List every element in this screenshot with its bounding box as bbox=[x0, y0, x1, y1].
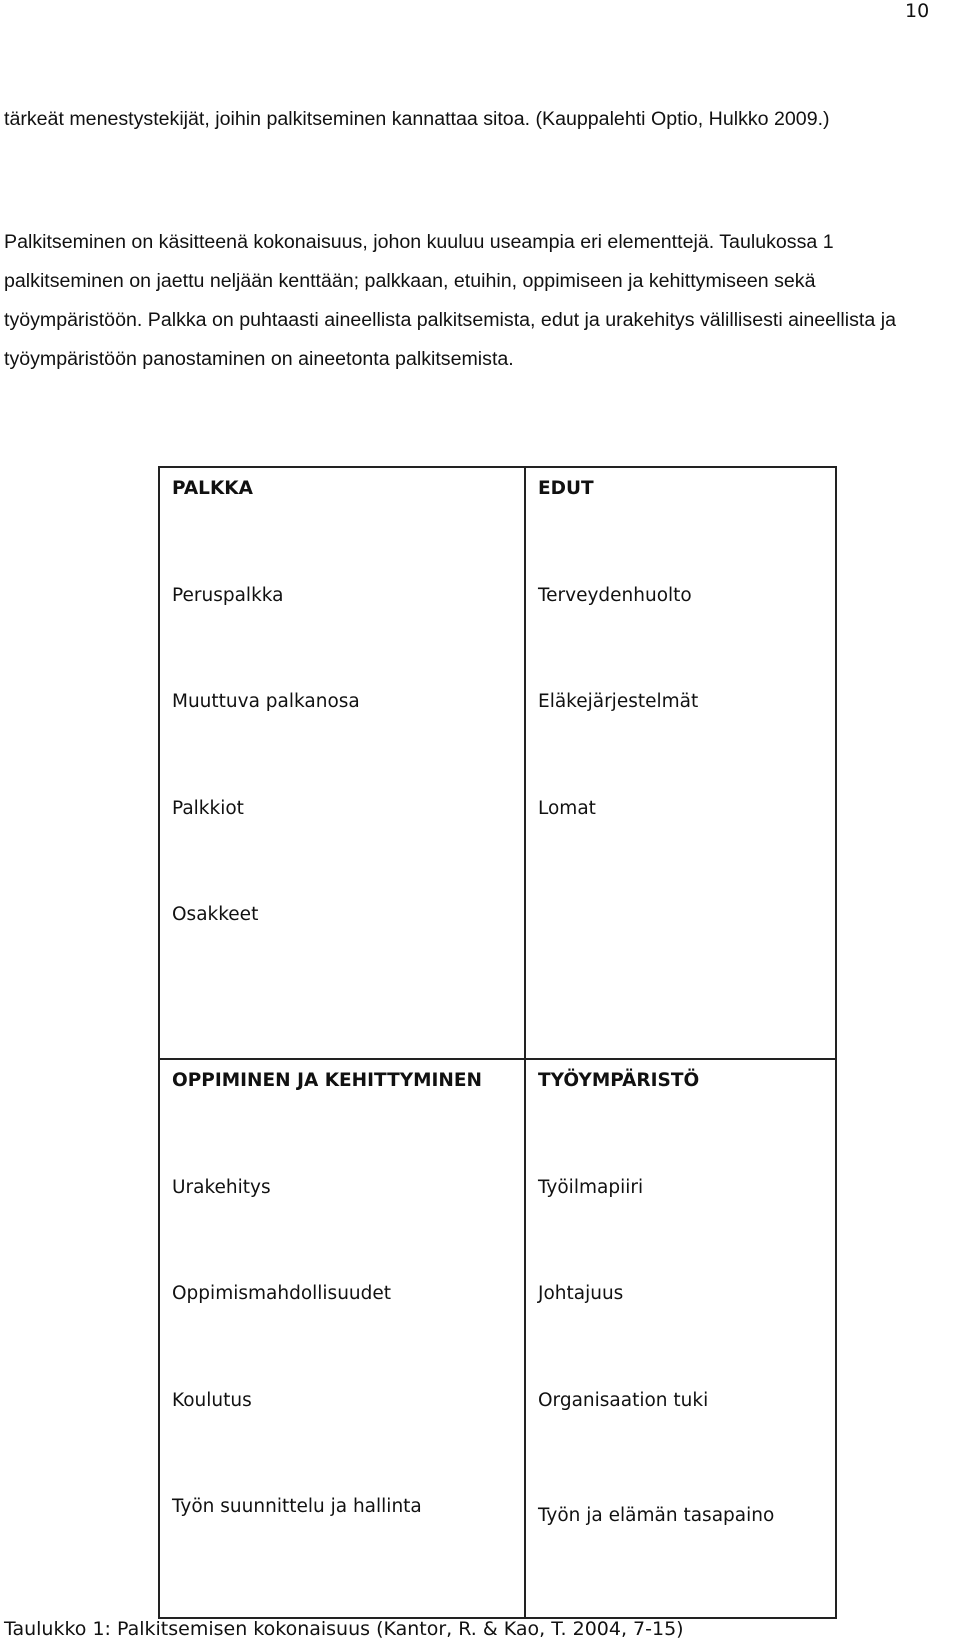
list-item: Muuttuva palkanosa bbox=[172, 691, 360, 712]
list-item: Työn suunnittelu ja hallinta bbox=[172, 1496, 422, 1517]
cell-oppiminen bbox=[159, 1059, 525, 1618]
list-item: Organisaation tuki bbox=[538, 1389, 709, 1411]
list-item: Työilmapiiri bbox=[538, 1176, 644, 1198]
table-row bbox=[159, 467, 836, 1059]
list-item: Johtajuus bbox=[538, 1283, 624, 1304]
table-row bbox=[159, 1059, 836, 1618]
cell-heading-oppiminen: OPPIMINEN JA KEHITTYMINEN bbox=[172, 1070, 483, 1091]
cell-heading-palkka: PALKKA bbox=[172, 478, 253, 499]
table-caption: Taulukko 1: Palkitsemisen kokonaisuus (Kantor, R. & Kao, T. 2004, 7-15) bbox=[4, 1618, 684, 1640]
cell-heading-tyoymparisto: TYÖYMPÄRISTÖ bbox=[538, 1070, 700, 1091]
cell-palkka bbox=[159, 467, 525, 1059]
reward-components-table bbox=[158, 466, 837, 1619]
list-item: Oppimismahdollisuudet bbox=[172, 1283, 392, 1304]
list-item: Urakehitys bbox=[172, 1176, 271, 1198]
list-item: Palkkiot bbox=[172, 797, 244, 819]
list-item: Peruspalkka bbox=[172, 584, 284, 606]
list-item: Koulutus bbox=[172, 1389, 252, 1411]
cell-heading-edut: EDUT bbox=[538, 478, 594, 499]
page-number: 10 bbox=[905, 0, 930, 22]
paragraph-continuation: tärkeät menestystekijät, joihin palkitseminen kannattaa sitoa. (Kauppalehti Optio, Hulkko 2009.) bbox=[4, 108, 830, 130]
list-item: Lomat bbox=[538, 797, 596, 819]
list-item: Terveydenhuolto bbox=[538, 584, 692, 606]
cell-tyoymparisto bbox=[525, 1059, 836, 1618]
paragraph-reward-overview: Palkitseminen on käsitteenä kokonaisuus, johon kuuluu useampia eri elementtejä. Taulukossa 1 palkitseminen on jaettu neljään kenttään; palkkaan, etuihin, oppimiseen ja kehittymiseen sekä työympäristöön. Palkka on puhtaasti aineellista palkitsemista, edut ja urakehitys välillisesti aineellista ja työympäristöön panostaminen on aineetonta palkitsemista. bbox=[4, 231, 896, 370]
list-item: Osakkeet bbox=[172, 904, 259, 925]
list-item: Työn ja elämän tasapaino bbox=[538, 1505, 775, 1526]
cell-edut bbox=[525, 467, 836, 1059]
list-item: Eläkejärjestelmät bbox=[538, 691, 699, 712]
